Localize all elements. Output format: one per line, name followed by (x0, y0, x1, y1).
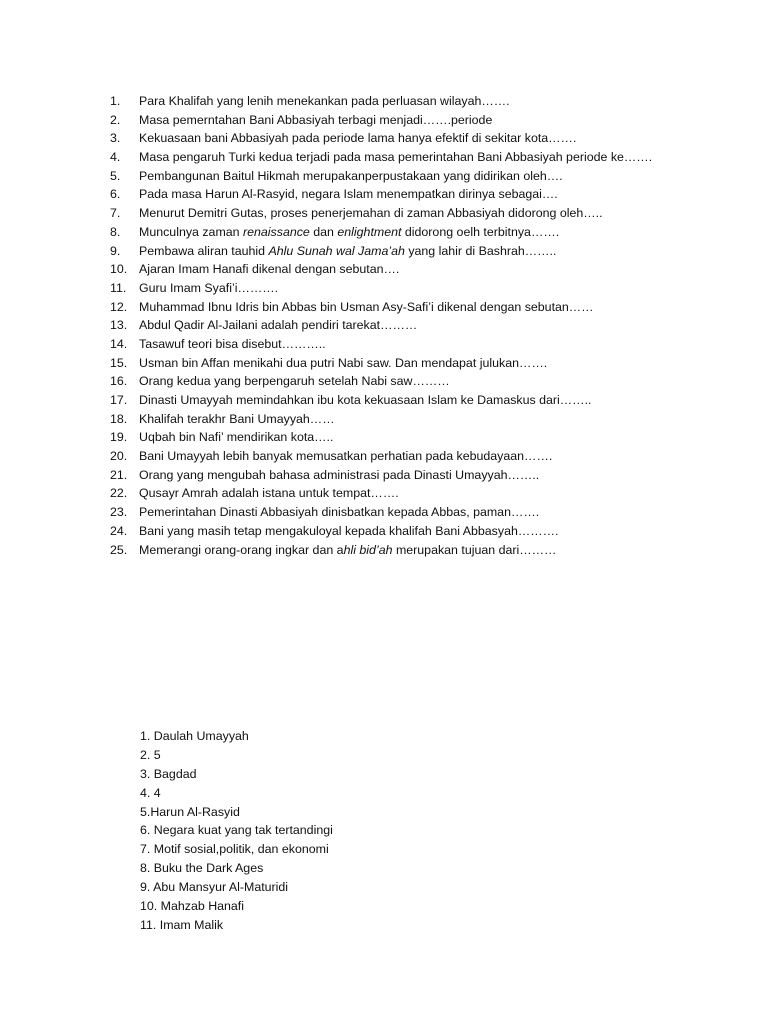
question-item (110, 167, 730, 186)
question-text (139, 410, 730, 429)
question-text-segment: Munculnya zaman (139, 224, 243, 239)
question-number: 15. (110, 355, 128, 370)
answer-item: 10. Mahzab Hanafi (140, 899, 245, 914)
question-text-segment: Bani yang masih tetap mengakuloyal kepada khalifah Bani Abbasyah………. (139, 523, 559, 538)
question-number: 19. (110, 430, 128, 445)
question-text (139, 354, 730, 373)
question-item (110, 354, 730, 373)
answer-item: 6. Negara kuat yang tak tertandingi (140, 823, 333, 838)
answer-item: 8. Buku the Dark Ages (140, 861, 264, 876)
question-text-segment: Dinasti Umayyah memindahkan ibu kota kekuasaan Islam ke Damaskus dari…….. (139, 393, 592, 407)
question-text-segment: Pemerintahan Dinasti Abbasiyah dinisbatkan kepada Abbas, paman……. (139, 505, 540, 520)
question-text (139, 316, 730, 335)
question-text-italic: Ahlu Sunah wal Jama’ah (268, 243, 405, 258)
question-item (110, 428, 730, 447)
question-number: 10. (110, 262, 128, 277)
question-text (139, 167, 730, 186)
question-text-segment: Masa pengaruh Turki kedua terjadi pada masa pemerintahan Bani Abbasiyah periode ke……. (139, 150, 653, 165)
question-number: 13. (110, 318, 128, 333)
question-item (110, 111, 730, 130)
question-text-segment: Orang kedua yang berpengaruh setelah Nabi saw……… (139, 374, 450, 389)
question-text-segment: Para Khalifah yang lenih menekankan pada perluasan wilayah……. (139, 94, 510, 108)
answer-item: 5.Harun Al-Rasyid (140, 804, 240, 819)
question-number: 11. (110, 280, 127, 295)
question-text-segment: Tasawuf teori bisa disebut……….. (139, 336, 326, 351)
question-number: 12. (110, 299, 128, 314)
answer-item: 4. 4 (140, 785, 161, 800)
question-item (110, 242, 730, 261)
question-text-segment: Menurut Demitri Gutas, proses penerjemahan di zaman Abbasiyah didorong oleh….. (139, 206, 603, 221)
question-item (110, 335, 730, 354)
question-number: 18. (110, 411, 128, 426)
question-text-segment: Pembawa aliran tauhid (139, 243, 269, 258)
question-item (110, 484, 730, 503)
question-item (110, 260, 730, 279)
question-text-segment: Uqbah bin Nafi’ mendirikan kota….. (139, 430, 334, 445)
question-text (139, 223, 730, 242)
question-number: 22. (110, 486, 128, 501)
question-number: 23. (110, 505, 128, 520)
answer-item: 11. Imam Malik (140, 917, 224, 932)
question-item (110, 316, 730, 335)
question-text (139, 428, 730, 447)
question-text-segment: Usman bin Affan menikahi dua putri Nabi saw. Dan mendapat julukan……. (139, 355, 548, 370)
question-text-segment: Orang yang mengubah bahasa administrasi pada Dinasti Umayyah…….. (139, 467, 540, 482)
question-number: 7. (110, 206, 121, 221)
question-text-italic: renaissance (243, 224, 310, 239)
question-item (110, 391, 730, 410)
question-item (110, 447, 730, 466)
question-item (110, 204, 730, 223)
question-text-segment: Pembangunan Baitul Hikmah merupakanperpustakaan yang didirikan oleh…. (139, 168, 563, 183)
question-text (139, 242, 730, 261)
question-number: 6. (110, 187, 121, 202)
question-text (139, 260, 730, 279)
question-text-segment: Ajaran Imam Hanafi dikenal dengan sebutan…. (139, 262, 400, 277)
question-number: 9. (110, 243, 121, 258)
question-item (110, 223, 730, 242)
question-text (139, 541, 730, 560)
question-number: 8. (110, 224, 121, 239)
question-item (110, 185, 730, 204)
question-text (139, 522, 730, 541)
question-text-italic: enlightment (337, 224, 402, 239)
question-text-segment: Pada masa Harun Al-Rasyid, negara Islam menempatkan dirinya sebagai…. (139, 187, 558, 202)
question-text (139, 372, 730, 391)
answer-item: 1. Daulah Umayyah (140, 729, 249, 743)
question-text (139, 447, 730, 466)
question-text (139, 503, 730, 522)
question-text-segment: Abdul Qadir Al-Jailani adalah pendiri tarekat……… (139, 318, 418, 333)
question-number: 14. (110, 336, 128, 351)
question-text (139, 111, 730, 130)
question-text-segment: yang lahir di Bashrah…….. (404, 243, 557, 258)
question-item (110, 92, 730, 111)
question-text (139, 185, 730, 204)
question-text (139, 92, 730, 111)
question-item (110, 522, 730, 541)
question-text-segment: Kekuasaan bani Abbasiyah pada periode lama hanya efektif di sekitar kota……. (139, 131, 577, 146)
question-number: 1. (110, 94, 121, 108)
question-item (110, 298, 730, 317)
answer-item: 2. 5 (140, 747, 161, 762)
question-item (110, 129, 730, 148)
question-text (139, 204, 730, 223)
question-item (110, 279, 730, 298)
question-number: 17. (110, 393, 128, 407)
question-number: 4. (110, 150, 121, 165)
answer-item: 9. Abu Mansyur Al-Maturidi (140, 880, 289, 895)
question-text-segment: Khalifah terakhr Bani Umayyah…… (139, 411, 335, 426)
question-text-segment: Qusayr Amrah adalah istana untuk tempat……. (139, 486, 399, 501)
question-item (110, 541, 730, 560)
question-item (110, 148, 730, 167)
question-text-segment: merupakan tujuan dari……… (392, 542, 557, 557)
question-item (110, 503, 730, 522)
question-text-segment: Guru Imam Syafi’i………. (139, 280, 279, 295)
question-text-segment: dan (309, 224, 338, 239)
question-number: 21. (110, 467, 128, 482)
answer-item: 3. Bagdad (140, 766, 197, 781)
question-number: 16. (110, 374, 128, 389)
question-item (110, 466, 730, 485)
answer-item: 7. Motif sosial,politik, dan ekonomi (140, 842, 329, 857)
question-text-segment: Memerangi orang-orang ingkar dan a (139, 542, 344, 557)
question-text (139, 148, 730, 167)
question-text (139, 466, 730, 485)
question-text (139, 279, 730, 298)
question-number: 3. (110, 131, 121, 146)
question-item (110, 410, 730, 429)
question-text (139, 129, 730, 148)
question-text (139, 335, 730, 354)
question-text-segment: didorong oelh terbitnya……. (401, 224, 560, 239)
question-text (139, 298, 730, 317)
question-list (110, 92, 730, 559)
question-number: 20. (110, 449, 128, 464)
question-text-segment: Masa pemerntahan Bani Abbasiyah terbagi menjadi…….periode (139, 112, 493, 127)
question-number: 24. (110, 523, 128, 538)
question-text-segment: Bani Umayyah lebih banyak memusatkan perhatian pada kebudayaan……. (139, 449, 553, 464)
question-number: 2. (110, 112, 121, 127)
question-text (139, 484, 730, 503)
question-text-italic: hli bid’ah (343, 542, 393, 557)
question-number: 5. (110, 168, 121, 183)
question-number: 25. (110, 542, 128, 557)
answer-list (140, 727, 333, 935)
question-text-segment: Muhammad Ibnu Idris bin Abbas bin Usman Asy-Safi’i dikenal dengan sebutan…… (139, 299, 594, 314)
question-text (139, 391, 730, 410)
question-item (110, 372, 730, 391)
